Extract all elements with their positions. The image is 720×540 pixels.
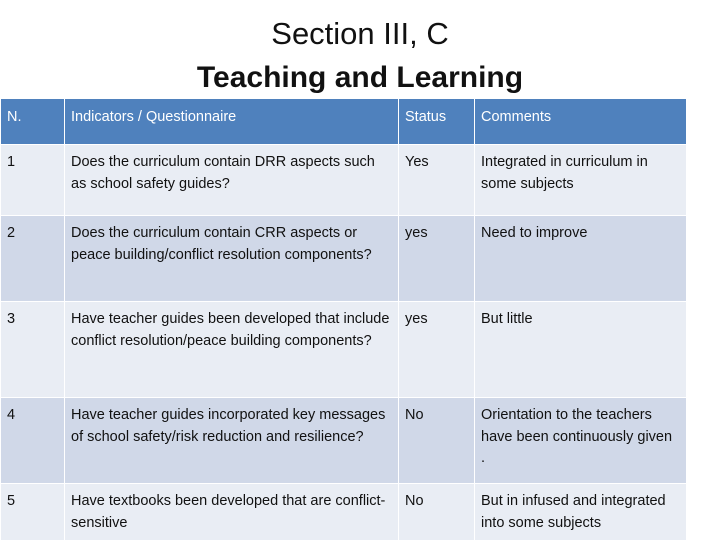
- header-indicators: Indicators / Questionnaire: [65, 99, 399, 145]
- page-title: Teaching and Learning: [196, 61, 524, 94]
- row-indicator: Have textbooks been developed that are conflict-sensitive: [65, 484, 399, 540]
- table-row: [1, 484, 687, 540]
- row-comment: Integrated in curriculum in some subjects: [475, 145, 687, 216]
- row-number: 2: [1, 216, 65, 302]
- row-indicator: Have teacher guides been developed that include conflict resolution/peace building components?: [65, 302, 399, 398]
- row-comment: But little: [475, 302, 687, 398]
- row-status: yes: [399, 216, 475, 302]
- header-number: N.: [1, 99, 65, 145]
- row-indicator: Does the curriculum contain DRR aspects such as school safety guides?: [65, 145, 399, 216]
- table-row: [1, 398, 687, 484]
- header-comments: Comments: [475, 99, 687, 145]
- row-indicator: Have teacher guides incorporated key messages of school safety/risk reduction and resilience?: [65, 398, 399, 484]
- row-comment: Need to improve: [475, 216, 687, 302]
- row-number: 1: [1, 145, 65, 216]
- row-comment: Orientation to the teachers have been continuously given .: [475, 398, 687, 484]
- table-row: [1, 216, 687, 302]
- row-number: 3: [1, 302, 65, 398]
- row-status: Yes: [399, 145, 475, 216]
- title-block: [0, 12, 720, 100]
- row-status: No: [399, 484, 475, 540]
- row-comment: But in infused and integrated into some subjects: [475, 484, 687, 540]
- indicators-table: [0, 98, 687, 540]
- header-status: Status: [399, 99, 475, 145]
- row-status: yes: [399, 302, 475, 398]
- section-title: Section III, C: [271, 16, 449, 51]
- row-number: 4: [1, 398, 65, 484]
- table-row: [1, 145, 687, 216]
- row-indicator: Does the curriculum contain CRR aspects or peace building/conflict resolution components?: [65, 216, 399, 302]
- row-status: No: [399, 398, 475, 484]
- table-header-row: [1, 99, 687, 145]
- row-number: 5: [1, 484, 65, 540]
- table-row: [1, 302, 687, 398]
